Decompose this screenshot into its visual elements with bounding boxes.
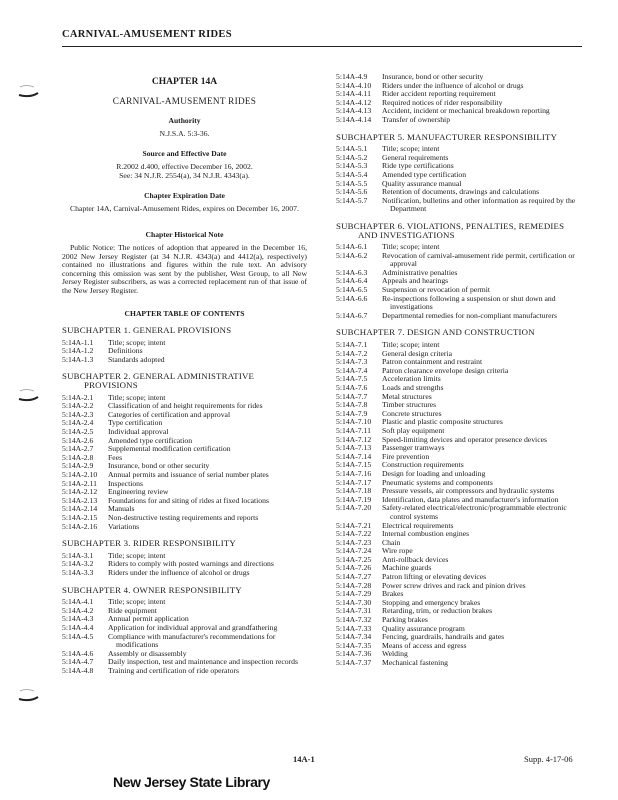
chapter-title: CARNIVAL-AMUSEMENT RIDES (112, 95, 257, 106)
toc-section-number: 5:14A-3.3 (62, 567, 94, 577)
toc-section-number: 5:14A-4.9 (336, 72, 368, 81)
toc-section-number: 5:14A-4.14 (336, 114, 372, 124)
toc-section-number: 5:14A-2.10 (62, 470, 98, 479)
toc-section-title: Supplemental modification certification (108, 444, 231, 454)
toc-section-title: Rider accident reporting requirement (382, 89, 496, 99)
toc-section-number: 5:14A-4.4 (62, 622, 94, 632)
toc-section-title: Construction requirements (382, 460, 464, 470)
toc-section-title: General design criteria (382, 348, 453, 358)
toc-section-number: 5:14A-5.4 (336, 169, 368, 179)
toc-entry (62, 497, 307, 506)
toc-section-title: Required notices of rider responsibility (382, 97, 503, 107)
toc-entry (336, 650, 581, 659)
toc-section-title: Chain (382, 537, 401, 547)
subchapter-title-continued: AND INVESTIGATIONS (358, 229, 455, 240)
toc-entry (62, 667, 307, 676)
toc-section-title: Amended type certification (382, 169, 467, 179)
supplement-date: Supp. 4-17-06 (524, 754, 573, 764)
toc-section-title: Title; scope; intent (108, 337, 166, 347)
toc-section-number: 5:14A-7.3 (336, 357, 368, 367)
toc-entry (336, 401, 581, 410)
expiration-text: Chapter 14A, Carnival-Amusement Rides, expires on December 16, 2007. (70, 203, 299, 213)
toc-section-title: Definitions (108, 346, 143, 356)
subchapter-heading (62, 586, 307, 595)
toc-entry (336, 252, 581, 269)
toc-section-number: 5:14A-7.10 (336, 417, 372, 427)
toc-section-number: 5:14A-4.12 (336, 97, 372, 107)
toc-section-number: 5:14A-5.6 (336, 187, 368, 197)
binder-hole-icon (16, 84, 42, 98)
subchapter-title: SUBCHAPTER 3. RIDER RESPONSIBILITY (62, 538, 236, 549)
toc-section-title: Standards adopted (108, 354, 165, 364)
toc-section-number: 5:14A-7.29 (336, 589, 372, 599)
toc-entry (336, 295, 581, 312)
toc-section-title: Machine guards (382, 563, 432, 573)
toc-section-title: Loads and strengths (382, 383, 444, 392)
toc-section-number: 5:14A-5.1 (336, 144, 368, 154)
toc-section-title: Quality assurance program (382, 623, 465, 633)
toc-entry (62, 471, 307, 480)
toc-section-title: Type certification (108, 418, 163, 428)
toc-section-number: 5:14A-7.21 (336, 520, 372, 530)
toc-section-number: 5:14A-4.10 (336, 80, 372, 90)
toc-section-number: 5:14A-7.14 (336, 451, 372, 461)
toc-entry (62, 356, 307, 365)
subchapter-title-continued: PROVISIONS (84, 380, 138, 391)
toc-section-number: 5:14A-7.2 (336, 348, 368, 358)
toc-section-number: 5:14A-5.7 (336, 195, 368, 205)
source-line: R.2002 d.400, effective December 16, 2002. (116, 161, 253, 171)
toc-section-title: Insurance, bond or other security (382, 72, 484, 81)
toc-section-title: Ride type certifications (382, 161, 454, 171)
toc-entry (336, 556, 581, 565)
authority-text: N.J.S.A. 5:3-36. (159, 128, 210, 138)
toc-section-title: Safety-related electrical/electronic/programmable electronic control systems (382, 503, 567, 521)
toc-entry (336, 384, 581, 393)
toc-section-title: Manuals (108, 504, 135, 514)
toc-section-number: 5:14A-7.25 (336, 554, 372, 564)
toc-section-number: 5:14A-2.9 (62, 461, 94, 471)
toc-section-number: 5:14A-2.7 (62, 444, 94, 454)
toc-section-title: Quality assurance manual (382, 178, 462, 188)
toc-section-number: 5:14A-7.11 (336, 425, 371, 435)
toc-section-title: Acceleration limits (382, 374, 441, 384)
toc-section-number: 5:14A-7.32 (336, 615, 372, 625)
toc-section-title: Engineering review (108, 487, 169, 497)
toc-section-number: 5:14A-7.9 (336, 408, 368, 418)
toc-entry (336, 582, 581, 591)
toc-section-number: 5:14A-2.6 (62, 435, 94, 445)
subchapter-title: SUBCHAPTER 6. VIOLATIONS, PENALTIES, REMEDIES (336, 220, 565, 231)
toc-section-title: Variations (108, 521, 140, 531)
toc-section-title: Annual permit application (108, 614, 189, 624)
toc-section-title: Amended type certification (108, 435, 193, 445)
toc-entry (336, 197, 581, 214)
history-text: Public Notice: The notices of adoption that appeared in the December 16, 2002 New Jersey Register (at 34 N.J.R. 4343(a) and 4412(a), respectively) contained no illustrations and figures within the rule text. An advisory concerning this omission was sent by the publisher, West Group, to all New Jersey Register subscribers, as was a corrected replacement run of that issue of the New Jersey Register. (62, 242, 307, 295)
toc-entry (336, 312, 581, 321)
toc-entry (62, 347, 307, 356)
toc-section-title: Inspections (108, 478, 144, 488)
toc-section-title: Stopping and emergency brakes (382, 597, 481, 607)
toc-section-number: 5:14A-6.5 (336, 285, 368, 295)
toc-section-title: Wire rope (382, 546, 413, 556)
toc-section-title: Compliance with manufacturer's recommendations for modifications (108, 631, 276, 650)
toc-section-title: Retarding, trim, or reduction brakes (382, 606, 493, 616)
toc-section-title: Title; scope; intent (108, 597, 166, 607)
toc-section-title: Re-inspections following a suspension or shut down and investigations (382, 293, 556, 312)
toc-section-title: Appeals and hearings (382, 276, 449, 286)
toc-section-title: Means of access and egress (382, 640, 467, 650)
toc-section-title: Title; scope; intent (382, 340, 440, 350)
toc-entry (62, 419, 307, 428)
toc-section-title: Categories of certification and approval (108, 409, 231, 419)
toc-entry (62, 480, 307, 489)
toc-section-number: 5:14A-4.11 (336, 89, 371, 99)
toc-entry (336, 547, 581, 556)
toc-section-number: 5:14A-4.5 (62, 631, 94, 641)
toc-section-title: Daily inspection, test and maintenance and inspection records (108, 657, 298, 667)
toc-section-title: General requirements (382, 152, 449, 162)
toc-section-title: Speed-limiting devices and operator presence devices (382, 434, 548, 444)
source-line: See: 34 N.J.R. 2554(a), 34 N.J.R. 4343(a). (119, 170, 250, 180)
toc-section-number: 5:14A-4.8 (62, 665, 94, 675)
toc-entry (336, 154, 581, 163)
toc-section-number: 5:14A-7.1 (336, 340, 368, 350)
toc-entry (336, 116, 581, 125)
toc-section-number: 5:14A-7.28 (336, 580, 372, 590)
toc-section-number: 5:14A-7.35 (336, 640, 372, 650)
toc-section-title: Annual permits and issuance of serial number plates (108, 470, 269, 479)
toc-section-number: 5:14A-5.5 (336, 178, 368, 188)
toc-left-sections (62, 326, 307, 675)
toc-section-number: 5:14A-6.3 (336, 267, 368, 277)
toc-section-number: 5:14A-4.7 (62, 657, 94, 667)
toc-section-title: Fencing, guardrails, handrails and gates (382, 632, 505, 642)
toc-section-title: Internal combustion engines (382, 529, 470, 539)
toc-section-number: 5:14A-5.2 (336, 152, 368, 162)
toc-section-title: Passenger tramways (382, 443, 445, 453)
toc-section-number: 5:14A-7.18 (336, 486, 372, 496)
toc-section-number: 5:14A-2.14 (62, 504, 98, 514)
toc-section-title: Plastic and plastic composite structures (382, 417, 503, 427)
toc-section-number: 5:14A-7.31 (336, 606, 372, 616)
toc-entry (336, 607, 581, 616)
toc-section-title: Fire prevention (382, 451, 430, 461)
toc-section-number: 5:14A-4.1 (62, 597, 94, 607)
toc-section-number: 5:14A-7.27 (336, 572, 372, 582)
toc-section-number: 5:14A-5.3 (336, 161, 368, 171)
toc-section-number: 5:14A-2.12 (62, 487, 98, 497)
toc-section-title: Departmental remedies for non-compliant manufacturers (382, 310, 558, 320)
toc-section-title: Fees (108, 452, 123, 462)
toc-section-title: Parking brakes (382, 615, 428, 625)
toc-section-number: 5:14A-2.4 (62, 418, 94, 428)
toc-section-number: 5:14A-7.37 (336, 658, 372, 667)
toc-section-number: 5:14A-2.13 (62, 495, 98, 505)
toc-section-title: Mechanical fastening (382, 658, 448, 667)
subchapter-title: SUBCHAPTER 2. GENERAL ADMINISTRATIVE (62, 371, 255, 382)
toc-entry (336, 418, 581, 427)
toc-section-number: 5:14A-7.26 (336, 563, 372, 573)
toc-section-number: 5:14A-7.13 (336, 443, 372, 453)
toc-section-title: Pressure vessels, air compressors and hydraulic systems (382, 486, 555, 496)
running-header: CARNIVAL-AMUSEMENT RIDES (62, 29, 232, 40)
history-heading: Chapter Historical Note (145, 230, 224, 240)
toc-section-title: Administrative penalties (382, 267, 458, 277)
toc-section-number: 5:14A-7.30 (336, 597, 372, 607)
subchapter-heading (62, 326, 307, 335)
toc-section-title: Riders to comply with posted warnings and directions (108, 559, 274, 569)
toc-section-number: 5:14A-2.8 (62, 452, 94, 462)
toc-section-number: 5:14A-7.33 (336, 623, 372, 633)
toc-section-number: 5:14A-7.15 (336, 460, 372, 470)
toc-section-number: 5:14A-7.8 (336, 400, 368, 410)
toc-section-title: Transfer of ownership (382, 114, 451, 124)
toc-entry (62, 569, 307, 578)
toc-section-number: 5:14A-7.4 (336, 365, 368, 375)
toc-section-number: 5:14A-7.22 (336, 529, 372, 539)
toc-entry (62, 523, 307, 532)
subchapter-heading (336, 133, 581, 142)
toc-section-number: 5:14A-4.6 (62, 648, 94, 658)
toc-section-title: Title; scope; intent (382, 242, 440, 252)
toc-section-title: Soft play equipment (382, 425, 445, 435)
toc-entry (62, 445, 307, 454)
page-number: 14A-1 (293, 754, 315, 764)
source-heading: Source and Effective Date (142, 149, 227, 159)
toc-entry (62, 598, 307, 607)
toc-section-number: 5:14A-6.7 (336, 310, 368, 320)
toc-entry (336, 436, 581, 445)
toc-section-number: 5:14A-4.2 (62, 605, 94, 615)
toc-entry (336, 530, 581, 539)
toc-entry (336, 504, 581, 521)
subchapter-heading (62, 539, 307, 548)
toc-section-number: 5:14A-6.1 (336, 242, 368, 252)
toc-section-number: 5:14A-2.15 (62, 512, 98, 522)
toc-section-number: 5:14A-2.1 (62, 392, 94, 402)
authority-heading: Authority (168, 116, 201, 126)
toc-entry (336, 539, 581, 548)
toc-section-number: 5:14A-7.7 (336, 391, 368, 401)
toc-section-title: Training and certification of ride operators (108, 665, 240, 675)
toc-section-number: 5:14A-7.5 (336, 374, 368, 384)
toc-section-title: Anti-rollback devices (382, 554, 449, 564)
toc-entry (62, 514, 307, 523)
library-stamp: New Jersey State Library (113, 774, 270, 790)
toc-section-title: Assembly or disassembly (108, 648, 187, 658)
toc-section-number: 5:14A-6.4 (336, 276, 368, 286)
toc-entry (336, 393, 581, 402)
toc-section-title: Welding (382, 649, 408, 659)
toc-section-number: 5:14A-2.16 (62, 521, 98, 531)
toc-section-title: Concrete structures (382, 408, 442, 418)
toc-section-number: 5:14A-7.23 (336, 537, 372, 547)
toc-section-title: Patron containment and restraint (382, 357, 483, 367)
toc-heading: CHAPTER TABLE OF CONTENTS (124, 308, 245, 318)
toc-section-number: 5:14A-7.34 (336, 632, 372, 642)
toc-entry (336, 341, 581, 350)
toc-section-title: Riders under the influence of alcohol or drugs (382, 80, 524, 90)
toc-section-title: Notification, bulletins and other information as required by the Department (382, 195, 576, 214)
toc-section-number: 5:14A-7.16 (336, 468, 372, 478)
toc-section-title: Identification, data plates and manufacturer's information (382, 494, 559, 504)
toc-section-number: 5:14A-4.3 (62, 614, 94, 624)
subchapter-heading (336, 328, 581, 337)
toc-section-number: 5:14A-1.3 (62, 354, 94, 364)
toc-section-title: Classification of and height requirements for rides (108, 401, 263, 411)
subchapter-heading (336, 222, 581, 239)
toc-section-title: Foundations for and siting of rides at fixed locations (108, 495, 269, 505)
toc-section-title: Patron clearance envelope design criteria (382, 365, 509, 375)
toc-section-number: 5:14A-7.12 (336, 434, 372, 444)
toc-section-number: 5:14A-1.2 (62, 346, 94, 356)
toc-section-title: Suspension or revocation of permit (382, 285, 491, 295)
toc-entry (62, 339, 307, 348)
binder-hole-icon (16, 388, 42, 402)
subchapter-title: SUBCHAPTER 5. MANUFACTURER RESPONSIBILITY (336, 131, 558, 142)
toc-section-number: 5:14A-2.5 (62, 427, 94, 437)
toc-section-title: Individual approval (108, 427, 169, 437)
toc-section-title: Title; scope; intent (382, 144, 440, 154)
toc-section-title: Design for loading and unloading (382, 468, 486, 478)
chapter-number: CHAPTER 14A (151, 77, 218, 87)
toc-section-number: 5:14A-6.2 (336, 250, 368, 260)
subchapter-title: SUBCHAPTER 7. DESIGN AND CONSTRUCTION (336, 327, 535, 338)
expiration-heading: Chapter Expiration Date (144, 191, 225, 201)
toc-section-number: 5:14A-7.17 (336, 477, 372, 487)
toc-entry (336, 659, 581, 668)
right-column (336, 73, 581, 668)
toc-entry (336, 269, 581, 278)
toc-section-title: Pneumatic systems and components (382, 477, 493, 487)
toc-section-number: 5:14A-7.36 (336, 649, 372, 659)
toc-entry (62, 633, 307, 650)
toc-section-title: Revocation of carnival-amusement ride permit, certification or approval (382, 250, 575, 269)
toc-entry (336, 145, 581, 154)
toc-section-title: Title; scope; intent (108, 392, 166, 402)
toc-section-title: Patron lifting or elevating devices (382, 572, 487, 582)
toc-section-number: 5:14A-7.20 (336, 503, 372, 513)
subchapter-title: SUBCHAPTER 1. GENERAL PROVISIONS (62, 325, 232, 336)
toc-section-title: Ride equipment (108, 605, 157, 615)
binder-hole-icon (16, 688, 42, 702)
toc-section-title: Riders under the influence of alcohol or drugs (108, 567, 250, 577)
toc-section-number: 5:14A-1.1 (62, 337, 94, 347)
toc-section-title: Metal structures (382, 391, 432, 401)
toc-section-number: 5:14A-4.13 (336, 106, 372, 116)
toc-entry (336, 444, 581, 453)
toc-continued-items (336, 73, 581, 125)
subchapter-title: SUBCHAPTER 4. OWNER RESPONSIBILITY (62, 584, 242, 595)
left-column (62, 70, 307, 675)
toc-section-number: 5:14A-3.2 (62, 559, 94, 569)
toc-section-title: Accident, incident or mechanical breakdown reporting (382, 106, 550, 116)
toc-section-number: 5:14A-6.6 (336, 293, 368, 303)
toc-entry (62, 411, 307, 420)
toc-section-number: 5:14A-2.11 (62, 478, 97, 488)
toc-entry (336, 642, 581, 651)
toc-section-title: Power screw drives and rack and pinion drives (382, 580, 526, 590)
toc-section-number: 5:14A-2.2 (62, 401, 94, 411)
toc-section-title: Timber structures (382, 400, 437, 410)
toc-section-number: 5:14A-3.1 (62, 550, 94, 560)
header-rule (62, 46, 582, 47)
toc-section-title: Electrical requirements (382, 520, 454, 530)
toc-entry (336, 375, 581, 384)
toc-right-sections (336, 133, 581, 668)
toc-section-title: Title; scope; intent (108, 550, 166, 560)
toc-entry (336, 107, 581, 116)
toc-section-number: 5:14A-7.6 (336, 383, 368, 392)
toc-entry (336, 367, 581, 376)
toc-section-number: 5:14A-2.3 (62, 409, 94, 419)
toc-section-title: Insurance, bond or other security (108, 461, 210, 471)
toc-section-title: Application for individual approval and grandfathering (108, 622, 278, 632)
toc-section-title: Non-destructive testing requirements and reports (108, 512, 259, 522)
toc-section-title: Brakes (382, 589, 404, 599)
toc-section-number: 5:14A-7.24 (336, 546, 372, 556)
subchapter-heading (62, 372, 307, 389)
toc-section-number: 5:14A-7.19 (336, 494, 372, 504)
toc-section-title: Retention of documents, drawings and calculations (382, 187, 540, 197)
